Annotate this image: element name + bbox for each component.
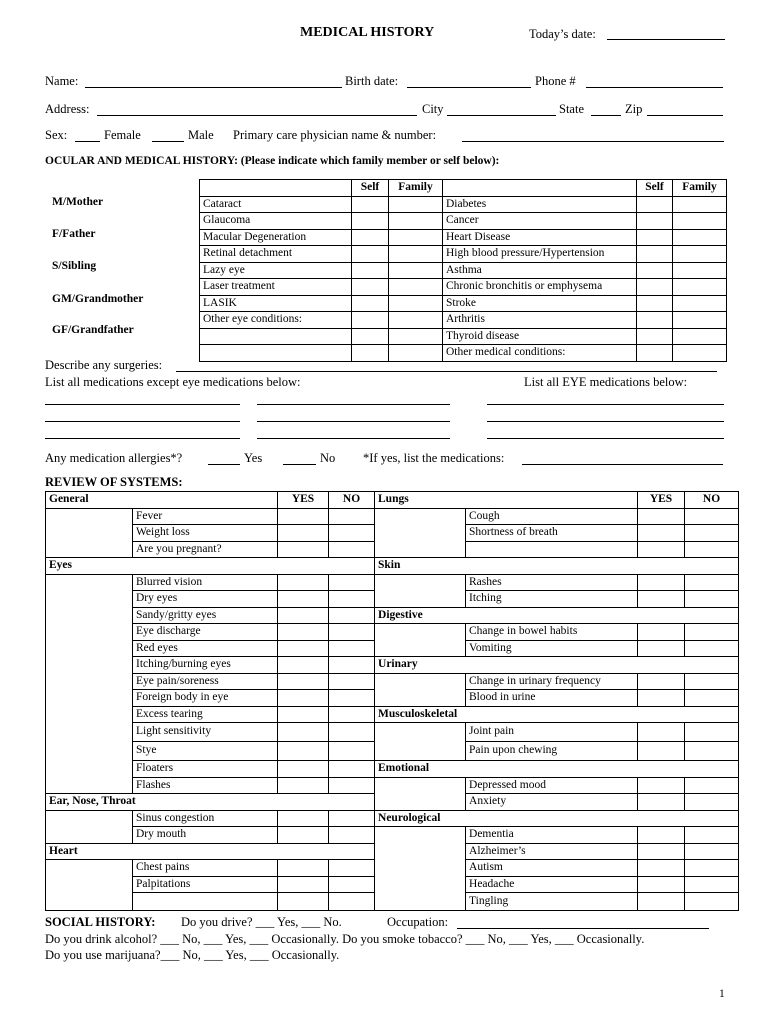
yes-cell[interactable] xyxy=(638,893,685,911)
yes-cell[interactable] xyxy=(278,893,329,911)
allergies-yes-field[interactable] xyxy=(208,464,240,465)
self-cell[interactable] xyxy=(637,262,673,279)
condition-label: Macular Degeneration xyxy=(200,229,352,246)
symptom-label: Autism xyxy=(466,860,638,877)
yes-cell[interactable] xyxy=(638,624,685,641)
physician-label: Primary care physician name & number: xyxy=(233,128,437,142)
self-cell[interactable] xyxy=(637,295,673,312)
no-col-header: NO xyxy=(329,492,375,509)
no-cell[interactable] xyxy=(685,673,739,690)
social-heading: SOCIAL HISTORY: xyxy=(45,915,156,929)
no-cell[interactable] xyxy=(685,893,739,911)
section-general: General xyxy=(46,492,278,509)
condition-label: LASIK xyxy=(200,295,352,312)
family-cell[interactable] xyxy=(389,328,443,345)
yes-cell[interactable] xyxy=(278,673,329,690)
yes-col-header: YES xyxy=(638,492,685,509)
name-label: Name: xyxy=(45,74,79,88)
legend-mother: M/Mother xyxy=(52,196,104,208)
social-drive-line: Do you drive? ___ Yes, ___ No. xyxy=(181,915,342,929)
zip-field[interactable] xyxy=(647,115,723,116)
todays-date-label: Today’s date: xyxy=(529,27,596,41)
condition-label: Laser treatment xyxy=(200,279,352,296)
no-cell[interactable] xyxy=(685,640,739,657)
yes-cell[interactable] xyxy=(638,673,685,690)
yes-cell[interactable] xyxy=(638,508,685,525)
self-cell[interactable] xyxy=(352,312,389,329)
yes-cell[interactable] xyxy=(278,810,329,827)
self-cell[interactable] xyxy=(352,328,389,345)
symptom-label: Blurred vision xyxy=(133,574,278,591)
yes-cell[interactable] xyxy=(638,525,685,542)
medication-field[interactable] xyxy=(257,421,450,422)
condition-label: Other eye conditions: xyxy=(200,312,352,329)
yes-cell[interactable] xyxy=(638,777,685,794)
no-cell[interactable] xyxy=(329,876,375,893)
symptom-label: Floaters xyxy=(133,761,278,778)
no-cell[interactable] xyxy=(685,508,739,525)
no-cell[interactable] xyxy=(685,794,739,811)
physician-field[interactable] xyxy=(462,141,724,142)
symptom-label: Change in urinary frequency xyxy=(466,673,638,690)
self-cell[interactable] xyxy=(637,229,673,246)
yes-cell[interactable] xyxy=(278,640,329,657)
female-label: Female xyxy=(104,128,141,142)
symptom-label: Shortness of breath xyxy=(466,525,638,542)
allergies-yes-label: Yes xyxy=(244,451,263,465)
city-field[interactable] xyxy=(447,115,556,116)
no-cell[interactable] xyxy=(329,761,375,778)
section-ent: Ear, Nose, Throat xyxy=(46,794,375,811)
no-cell[interactable] xyxy=(329,624,375,641)
no-cell[interactable] xyxy=(329,810,375,827)
symptom-label: Eye pain/soreness xyxy=(133,673,278,690)
no-cell[interactable] xyxy=(329,574,375,591)
no-cell[interactable] xyxy=(329,860,375,877)
yes-cell[interactable] xyxy=(638,860,685,877)
yes-cell[interactable] xyxy=(278,657,329,674)
yes-cell[interactable] xyxy=(278,860,329,877)
self-cell[interactable] xyxy=(352,246,389,263)
yes-cell[interactable] xyxy=(638,742,685,761)
legend-grandfather: GF/Grandfather xyxy=(52,324,134,336)
no-cell[interactable] xyxy=(329,706,375,723)
family-cell[interactable] xyxy=(673,345,727,362)
yes-cell[interactable] xyxy=(638,794,685,811)
name-field[interactable] xyxy=(85,87,342,88)
symptom-label: Light sensitivity xyxy=(133,723,278,742)
yes-cell[interactable] xyxy=(278,876,329,893)
yes-cell[interactable] xyxy=(278,690,329,707)
occupation-field[interactable] xyxy=(457,928,709,929)
section-skin: Skin xyxy=(375,558,739,575)
no-cell[interactable] xyxy=(685,541,739,558)
no-cell[interactable] xyxy=(329,742,375,761)
no-cell[interactable] xyxy=(685,860,739,877)
no-cell[interactable] xyxy=(329,607,375,624)
male-field[interactable] xyxy=(152,141,184,142)
no-cell[interactable] xyxy=(685,624,739,641)
no-cell[interactable] xyxy=(329,541,375,558)
self-cell[interactable] xyxy=(352,262,389,279)
no-cell[interactable] xyxy=(685,777,739,794)
symptom-label: Fever xyxy=(133,508,278,525)
yes-cell[interactable] xyxy=(278,827,329,844)
family-cell[interactable] xyxy=(673,328,727,345)
eye-medication-field[interactable] xyxy=(487,404,724,405)
condition-label: Thyroid disease xyxy=(443,328,637,345)
occupation-label: Occupation: xyxy=(387,915,449,929)
condition-label: Lazy eye xyxy=(200,262,352,279)
family-cell[interactable] xyxy=(389,213,443,230)
symptom-label: Joint pain xyxy=(466,723,638,742)
phone-field[interactable] xyxy=(586,87,723,88)
page-title: MEDICAL HISTORY xyxy=(300,25,435,40)
condition-label: Cataract xyxy=(200,196,352,213)
no-cell[interactable] xyxy=(329,893,375,911)
self-col-header: Self xyxy=(637,180,673,197)
ocular-heading: OCULAR AND MEDICAL HISTORY: (Please indicate which family member or self below): xyxy=(45,155,500,167)
no-cell[interactable] xyxy=(685,827,739,844)
allergies-question: Any medication allergies*? xyxy=(45,451,183,465)
no-cell[interactable] xyxy=(685,876,739,893)
todays-date-field[interactable] xyxy=(607,39,725,40)
allergies-no-label: No xyxy=(320,451,336,465)
family-cell[interactable] xyxy=(389,262,443,279)
yes-cell[interactable] xyxy=(278,777,329,794)
no-col-header: NO xyxy=(685,492,739,509)
address-label: Address: xyxy=(45,102,90,116)
yes-cell[interactable] xyxy=(638,827,685,844)
social-marijuana-line: Do you use marijuana?___ No, ___ Yes, ___ Occasionally. xyxy=(45,948,340,962)
yes-cell[interactable] xyxy=(278,541,329,558)
no-cell[interactable] xyxy=(685,843,739,860)
no-cell[interactable] xyxy=(685,723,739,742)
yes-cell[interactable] xyxy=(638,843,685,860)
review-of-systems-table xyxy=(45,491,739,911)
family-cell[interactable] xyxy=(673,196,727,213)
section-emotional: Emotional xyxy=(375,761,739,778)
medications-label: List all medications except eye medications below: xyxy=(45,375,301,389)
condition-label: Diabetes xyxy=(443,196,637,213)
medication-field[interactable] xyxy=(45,404,240,405)
phone-label: Phone # xyxy=(535,74,576,88)
legend-grandmother: GM/Grandmother xyxy=(52,293,144,305)
no-cell[interactable] xyxy=(685,574,739,591)
self-cell[interactable] xyxy=(352,196,389,213)
symptom-label: Sandy/gritty eyes xyxy=(133,607,278,624)
self-col-header: Self xyxy=(352,180,389,197)
address-field[interactable] xyxy=(97,115,417,116)
legend-sibling: S/Sibling xyxy=(52,260,97,272)
zip-label: Zip xyxy=(625,102,643,116)
symptom-label: Flashes xyxy=(133,777,278,794)
symptom-label: Eye discharge xyxy=(133,624,278,641)
no-cell[interactable] xyxy=(329,657,375,674)
section-heart: Heart xyxy=(46,843,375,860)
sex-label: Sex: xyxy=(45,128,68,142)
symptom-label: Weight loss xyxy=(133,525,278,542)
self-cell[interactable] xyxy=(637,213,673,230)
no-cell[interactable] xyxy=(329,827,375,844)
state-label: State xyxy=(559,102,584,116)
symptom-label: Foreign body in eye xyxy=(133,690,278,707)
yes-cell[interactable] xyxy=(278,508,329,525)
symptom-label: Red eyes xyxy=(133,640,278,657)
section-urinary: Urinary xyxy=(375,657,739,674)
self-cell[interactable] xyxy=(352,213,389,230)
yes-cell[interactable] xyxy=(638,723,685,742)
symptom-label: Rashes xyxy=(466,574,638,591)
medication-field[interactable] xyxy=(257,438,450,439)
birth-date-field[interactable] xyxy=(407,87,531,88)
allergies-no-field[interactable] xyxy=(283,464,316,465)
yes-cell[interactable] xyxy=(278,761,329,778)
section-eyes: Eyes xyxy=(46,558,375,575)
yes-cell[interactable] xyxy=(278,706,329,723)
condition-label: Retinal detachment xyxy=(200,246,352,263)
symptom-label: Dry mouth xyxy=(133,827,278,844)
symptom-label: Blood in urine xyxy=(466,690,638,707)
symptom-label: Cough xyxy=(466,508,638,525)
section-digestive: Digestive xyxy=(375,607,739,624)
symptom-label: Palpitations xyxy=(133,876,278,893)
condition-label: Asthma xyxy=(443,262,637,279)
no-cell[interactable] xyxy=(685,742,739,761)
eye-medication-field[interactable] xyxy=(487,421,724,422)
medication-field[interactable] xyxy=(257,404,450,405)
self-cell[interactable] xyxy=(352,229,389,246)
symptom-label: Vomiting xyxy=(466,640,638,657)
section-lungs: Lungs xyxy=(375,492,638,509)
yes-cell[interactable] xyxy=(638,541,685,558)
surgeries-field[interactable] xyxy=(176,371,717,372)
family-cell[interactable] xyxy=(673,246,727,263)
yes-cell[interactable] xyxy=(278,624,329,641)
family-cell[interactable] xyxy=(389,295,443,312)
no-cell[interactable] xyxy=(329,640,375,657)
no-cell[interactable] xyxy=(329,777,375,794)
social-alcohol-line: Do you drink alcohol? ___ No, ___ Yes, ___ Occasionally. Do you smoke tobacco? ___ No, ___ Yes, ___ Occasionally. xyxy=(45,932,645,946)
self-cell[interactable] xyxy=(637,312,673,329)
no-cell[interactable] xyxy=(685,591,739,608)
city-label: City xyxy=(422,102,444,116)
symptom-label: Headache xyxy=(466,876,638,893)
self-cell[interactable] xyxy=(637,279,673,296)
yes-cell[interactable] xyxy=(638,876,685,893)
condition-label: High blood pressure/Hypertension xyxy=(443,246,637,263)
no-cell[interactable] xyxy=(329,591,375,608)
birth-date-label: Birth date: xyxy=(345,74,399,88)
female-field[interactable] xyxy=(75,141,100,142)
family-cell[interactable] xyxy=(389,345,443,362)
yes-cell[interactable] xyxy=(638,640,685,657)
symptom-label: Chest pains xyxy=(133,860,278,877)
no-cell[interactable] xyxy=(329,723,375,742)
other-eye-field[interactable] xyxy=(200,328,352,345)
yes-col-header: YES xyxy=(278,492,329,509)
ros-heading: REVIEW OF SYSTEMS: xyxy=(45,475,183,489)
section-musculoskeletal: Musculoskeletal xyxy=(375,706,739,723)
symptom-label: Tingling xyxy=(466,893,638,911)
self-cell[interactable] xyxy=(352,295,389,312)
family-cell[interactable] xyxy=(673,312,727,329)
no-cell[interactable] xyxy=(685,690,739,707)
yes-cell[interactable] xyxy=(278,723,329,742)
symptom-label: Change in bowel habits xyxy=(466,624,638,641)
self-cell[interactable] xyxy=(637,246,673,263)
condition-label: Cancer xyxy=(443,213,637,230)
self-cell[interactable] xyxy=(637,196,673,213)
symptom-label: Dry eyes xyxy=(133,591,278,608)
symptom-label: Pain upon chewing xyxy=(466,742,638,761)
male-label: Male xyxy=(188,128,214,142)
family-cell[interactable] xyxy=(389,196,443,213)
self-cell[interactable] xyxy=(637,345,673,362)
yes-cell[interactable] xyxy=(278,574,329,591)
symptom-label: Anxiety xyxy=(466,794,638,811)
yes-cell[interactable] xyxy=(278,742,329,761)
family-cell[interactable] xyxy=(389,246,443,263)
state-field[interactable] xyxy=(591,115,621,116)
condition-label: Heart Disease xyxy=(443,229,637,246)
eye-medications-label: List all EYE medications below: xyxy=(524,375,688,389)
self-cell[interactable] xyxy=(637,328,673,345)
family-col-header: Family xyxy=(389,180,443,197)
yes-cell[interactable] xyxy=(278,607,329,624)
other-eye-field[interactable] xyxy=(200,345,352,362)
surgeries-label: Describe any surgeries: xyxy=(45,358,163,372)
yes-cell[interactable] xyxy=(638,690,685,707)
family-cell[interactable] xyxy=(389,312,443,329)
yes-cell[interactable] xyxy=(638,591,685,608)
family-col-header: Family xyxy=(673,180,727,197)
family-cell[interactable] xyxy=(389,279,443,296)
symptom-label: Sinus congestion xyxy=(133,810,278,827)
medication-field[interactable] xyxy=(45,421,240,422)
symptom-label: Itching/burning eyes xyxy=(133,657,278,674)
self-cell[interactable] xyxy=(352,279,389,296)
family-cell[interactable] xyxy=(673,279,727,296)
family-cell[interactable] xyxy=(673,213,727,230)
page-number: 1 xyxy=(719,988,725,1000)
symptom-label: Alzheimer’s xyxy=(466,843,638,860)
symptom-label: Itching xyxy=(466,591,638,608)
family-cell[interactable] xyxy=(673,262,727,279)
no-cell[interactable] xyxy=(685,525,739,542)
section-neurological: Neurological xyxy=(375,810,739,827)
allergies-list-field[interactable] xyxy=(522,464,723,465)
condition-label: Glaucoma xyxy=(200,213,352,230)
condition-label: Stroke xyxy=(443,295,637,312)
symptom-label: Stye xyxy=(133,742,278,761)
yes-cell[interactable] xyxy=(278,525,329,542)
symptom-label: Dementia xyxy=(466,827,638,844)
eye-medication-field[interactable] xyxy=(487,438,724,439)
symptom-label: Depressed mood xyxy=(466,777,638,794)
legend-father: F/Father xyxy=(52,228,96,240)
yes-cell[interactable] xyxy=(278,591,329,608)
condition-label: Other medical conditions: xyxy=(443,345,637,362)
condition-label: Chronic bronchitis or emphysema xyxy=(443,279,637,296)
yes-cell[interactable] xyxy=(638,574,685,591)
symptom-label: Are you pregnant? xyxy=(133,541,278,558)
allergies-note: *If yes, list the medications: xyxy=(363,451,505,465)
no-cell[interactable] xyxy=(329,508,375,525)
self-cell[interactable] xyxy=(352,345,389,362)
symptom-label: Excess tearing xyxy=(133,706,278,723)
no-cell[interactable] xyxy=(329,525,375,542)
condition-label: Arthritis xyxy=(443,312,637,329)
no-cell[interactable] xyxy=(329,673,375,690)
ocular-history-table xyxy=(199,179,727,362)
family-cell[interactable] xyxy=(389,229,443,246)
family-cell[interactable] xyxy=(673,229,727,246)
no-cell[interactable] xyxy=(329,690,375,707)
medication-field[interactable] xyxy=(45,438,240,439)
family-cell[interactable] xyxy=(673,295,727,312)
